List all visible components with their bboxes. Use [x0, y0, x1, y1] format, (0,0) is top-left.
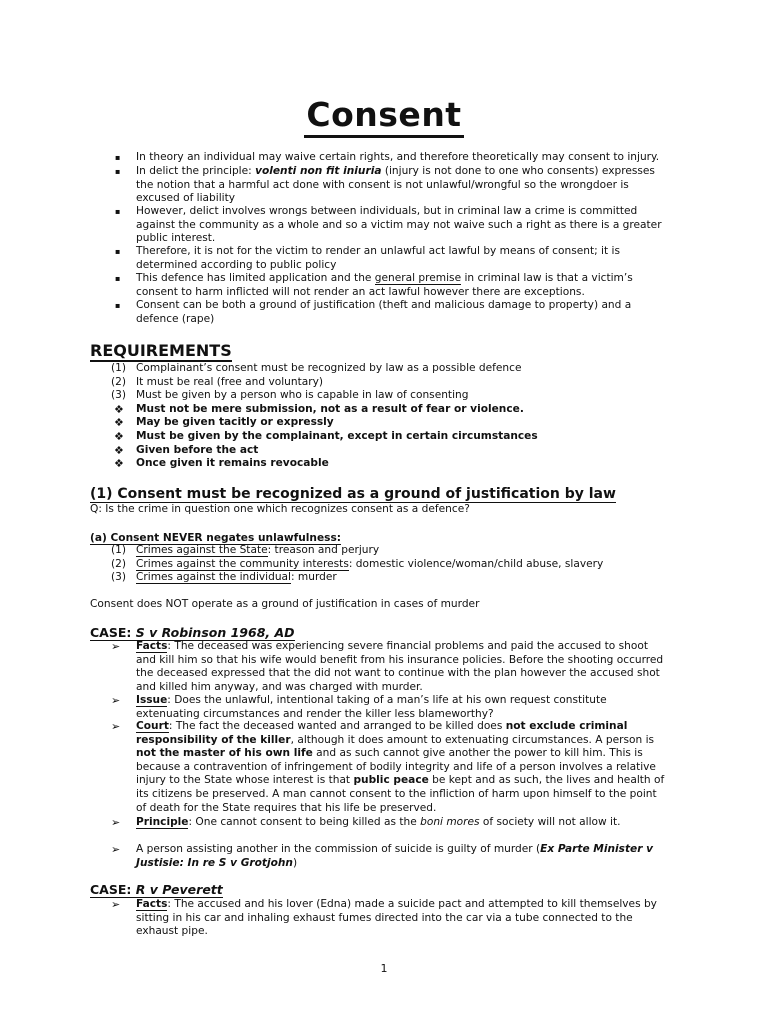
diamond-bullet-icon: ❖	[114, 444, 124, 457]
intro-bullet-6: ▪ Consent can be both a ground of justification (theft and malicious damage to property) and a defence (rape)	[115, 299, 632, 325]
crime-category-item: (3) Crimes against the individual: murder	[111, 571, 337, 583]
requirement-diamond-item: ❖ May be given tacitly or expressly	[114, 416, 334, 429]
requirement-diamond-item: ❖ Given before the act	[114, 444, 259, 457]
subsection-a-heading: (a) Consent NEVER negates unlawfulness:	[90, 532, 341, 544]
requirement-diamond-item: ❖ Once given it remains revocable	[114, 457, 329, 470]
case-1-assisted-suicide: ➢ A person assisting another in the commission of suicide is guilty of murder (Ex Parte Minister v Justisie: In re S v Grotjohn)	[111, 843, 654, 869]
diamond-bullet-icon: ❖	[114, 403, 124, 416]
case-heading-robinson: CASE: S v Robinson 1968, AD	[90, 625, 295, 640]
section-1-question: Q: Is the crime in question one which recognizes consent as a defence?	[90, 503, 470, 515]
crime-category-item: (1) Crimes against the State: treason and perjury	[111, 544, 380, 556]
case-1-court: ➢ Court: The fact the deceased wanted and arranged to be killed does not exclude criminal responsibility of the killer, although it does amount to extenuating circumstances. A person is not the master of his own life and as such cannot give another the power to kill him. This is because a contravention of infringement of bodily integrity and life of a person involves a relative injury to the State whose interest is that public peace be kept and as such, the lives and health of its citizens be preserved. A man cannot consent to the infliction of harm upon himself to the point of death for the State requires that his life be preserved.	[111, 720, 665, 814]
arrow-bullet-icon: ➢	[111, 816, 121, 829]
case-heading-peverett: CASE: R v Peverett	[90, 882, 223, 897]
case-1-principle: ➢ Principle: One cannot consent to being killed as the boni mores of society will not allow it.	[111, 816, 621, 829]
page-number: 1	[380, 962, 388, 975]
case-1-facts: ➢ Facts: The deceased was experiencing severe financial problems and paid the accused to shoot and kill him so that his wife would benefit from his insurance policies. Before the shooting occurred the deceased expressed that the did not want to continue with the plan however the accused shot and killed him anyway, and was charged with murder.	[111, 640, 664, 693]
arrow-bullet-icon: ➢	[111, 720, 121, 733]
arrow-bullet-icon: ➢	[111, 843, 121, 856]
diamond-bullet-icon: ❖	[114, 430, 124, 443]
square-bullet-icon: ▪	[115, 167, 121, 176]
diamond-bullet-icon: ❖	[114, 457, 124, 470]
requirement-diamond-item: ❖ Must be given by the complainant, except in certain circumstances	[114, 430, 538, 443]
case-2-facts: ➢ Facts: The accused and his lover (Edna) made a suicide pact and attempted to kill themselves by sitting in his car and inhaling exhaust fumes directed into the car via a tube connected to the exhaust pipe.	[111, 898, 657, 938]
page-title: Consent	[0, 95, 768, 134]
intro-bullet-4: ▪ Therefore, it is not for the victim to render an unlawful act lawful by means of consent; it is determined according to public policy	[115, 245, 620, 271]
intro-bullet-3: ▪ However, delict involves wrongs between individuals, but in criminal law a crime is committed against the community as a whole and so a victim may not waive such a right as there is a greater public interest.	[115, 205, 662, 245]
square-bullet-icon: ▪	[115, 153, 121, 162]
square-bullet-icon: ▪	[115, 207, 121, 216]
intro-bullet-1: ▪ In theory an individual may waive certain rights, and therefore theoretically may consent to injury.	[115, 151, 660, 163]
intro-bullet-5: ▪ This defence has limited application and the general premise in criminal law is that a victim’s consent to harm inflicted will not render an act lawful however there are exceptions.	[115, 272, 633, 298]
section-1-heading: (1) Consent must be recognized as a ground of justification by law	[90, 486, 616, 502]
diamond-bullet-icon: ❖	[114, 416, 124, 429]
requirement-item: (2) It must be real (free and voluntary)	[111, 376, 323, 388]
murder-note: Consent does NOT operate as a ground of justification in cases of murder	[90, 598, 480, 610]
requirement-diamond-item: ❖ Must not be mere submission, not as a result of fear or violence.	[114, 403, 524, 416]
arrow-bullet-icon: ➢	[111, 640, 121, 653]
requirements-heading: REQUIREMENTS	[90, 341, 232, 360]
arrow-bullet-icon: ➢	[111, 898, 121, 911]
case-1-issue: ➢ Issue: Does the unlawful, intentional taking of a man’s life at his own request constitute extenuating circumstances and render the killer less blameworthy?	[111, 694, 607, 720]
requirement-item: (3) Must be given by a person who is capable in law of consenting	[111, 389, 469, 401]
requirement-item: (1) Complainant’s consent must be recognized by law as a possible defence	[111, 362, 522, 374]
square-bullet-icon: ▪	[115, 301, 121, 310]
square-bullet-icon: ▪	[115, 274, 121, 283]
arrow-bullet-icon: ➢	[111, 694, 121, 707]
intro-bullet-2: ▪ In delict the principle: volenti non fit iniuria (injury is not done to one who consents) expresses the notion that a harmful act done with consent is not unlawful/wrongful so the wrongdoer is excused of liability	[115, 165, 655, 205]
crime-category-item: (2) Crimes against the community interests: domestic violence/woman/child abuse, slavery	[111, 558, 604, 570]
square-bullet-icon: ▪	[115, 247, 121, 256]
